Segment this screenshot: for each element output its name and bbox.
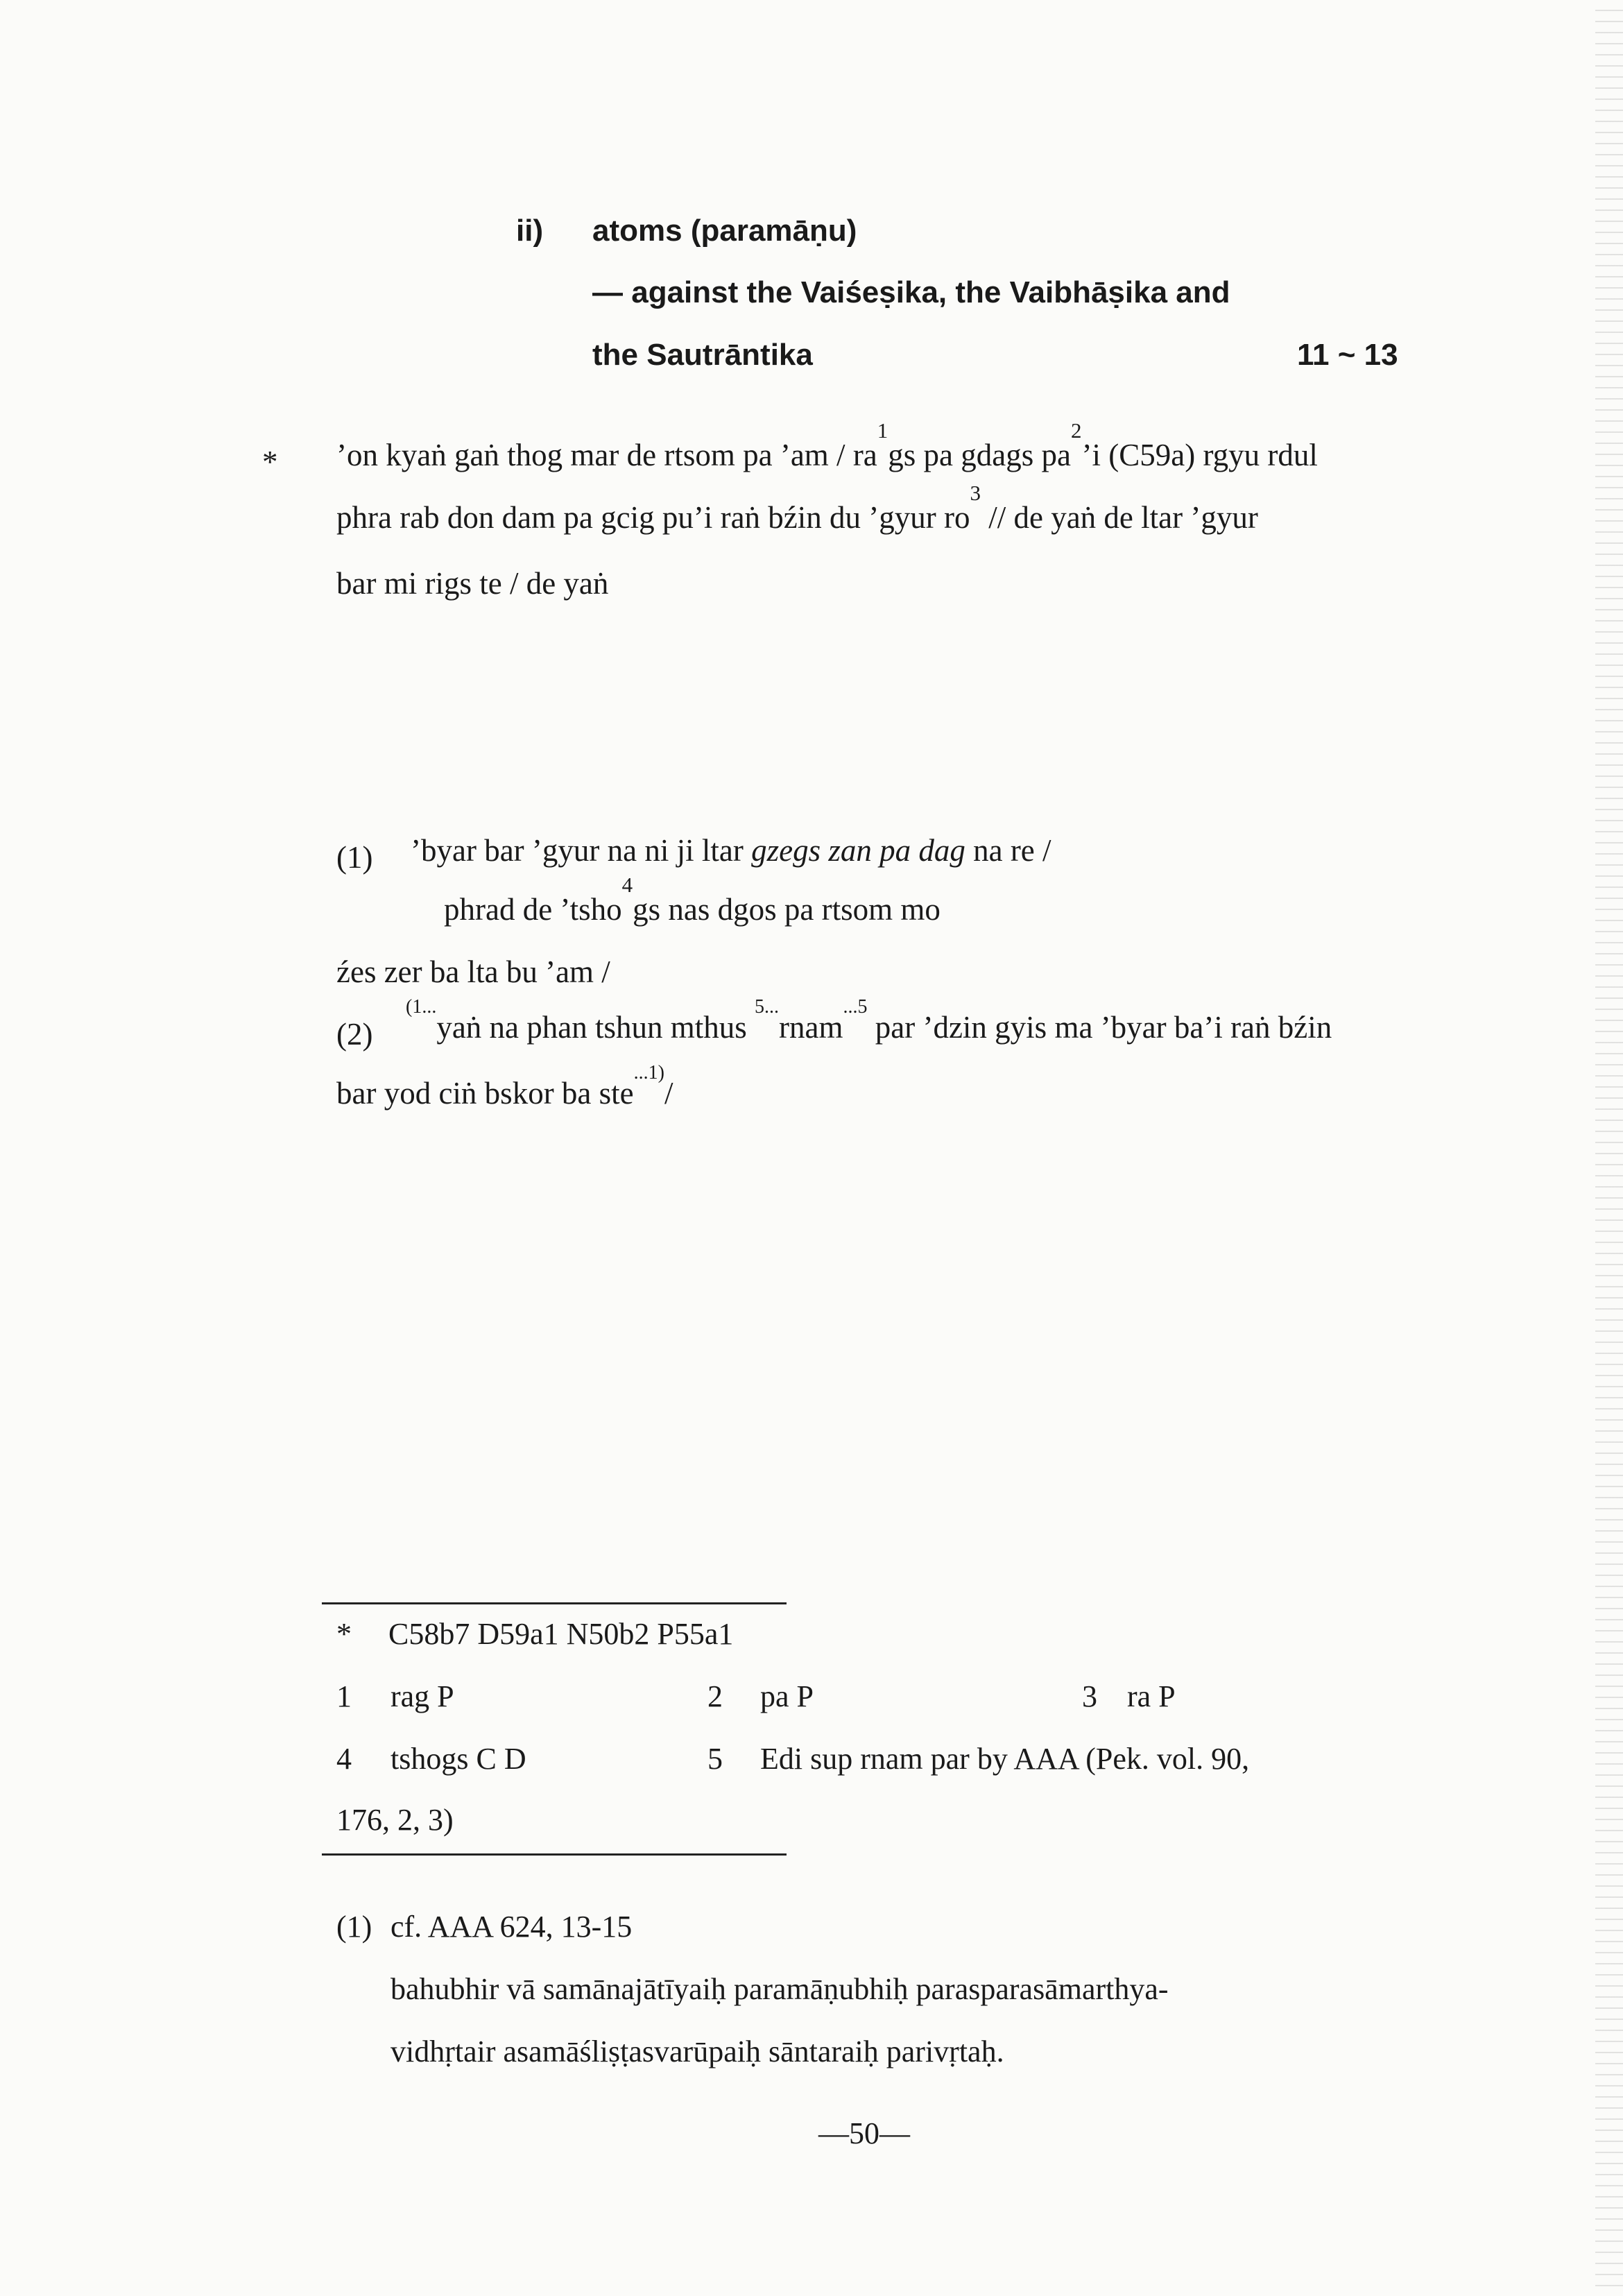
text-span: /: [664, 1076, 673, 1111]
footnote-variant: tshogs C D: [390, 1742, 526, 1776]
footnote-sigla: C58b7 D59a1 N50b2 P55a1: [388, 1617, 734, 1651]
italic-text: gzegs zan pa dag: [751, 833, 965, 868]
footnote-number: 2: [707, 1679, 723, 1713]
text-span: ’on kyaṅ gaṅ thog mar de rtsom pa ’am /: [336, 438, 853, 472]
text-span: ho: [590, 892, 622, 927]
note-close-marker: ...1): [633, 1062, 664, 1083]
footnote-number: 1: [336, 1679, 352, 1713]
text-span: gs nas dgos pa rtsom mo: [633, 892, 941, 927]
quote-line-1: [411, 832, 1051, 868]
variant-marker: 4: [621, 873, 633, 897]
variant-marker: 1: [877, 418, 888, 443]
tibetan-line-1: [336, 418, 1318, 473]
footnote-variant: pa P: [760, 1679, 814, 1713]
text-span: phrad de ’ts: [444, 892, 591, 927]
sanskrit-line-2: vidhṛtair asamāśliṣṭasvarūpaiḥ sāntaraiḥ parivṛtaḥ.: [390, 2034, 1004, 2068]
text-span: ste: [599, 1076, 634, 1111]
text-span: par: [867, 1010, 923, 1045]
text-span: ’dzin gyis ma ’byar ba’i raṅ bźin: [922, 1010, 1332, 1045]
text-span: ra: [852, 438, 877, 472]
text-span: rnam: [779, 1010, 843, 1045]
text-span: bar yod ciṅ bskor ba: [336, 1076, 599, 1111]
variant-close-marker: ...5: [843, 996, 868, 1018]
section-subtitle-line1: — against the Vaiśeṣika, the Vaibhāṣika and: [592, 275, 1230, 309]
footnote-variant: rag P: [390, 1679, 454, 1713]
quote-line-2: [444, 873, 941, 927]
tibetan-line-2: [336, 481, 1258, 536]
footnote-number: 5: [707, 1742, 723, 1776]
quote-number-1: (1): [336, 840, 373, 875]
note-reference: cf. AAA 624, 13-15: [390, 1910, 633, 1944]
asterisk-marker: *: [262, 445, 278, 479]
text-span: ’i (C59a) rgyu rdul: [1081, 438, 1318, 472]
footnote-rule-top: [322, 1602, 787, 1604]
quote-line-3: źes zer ba lta bu ’am /: [336, 954, 610, 989]
variant-open-marker: 5...: [755, 996, 780, 1018]
footnote-variant-cont: 176, 2, 3): [336, 1803, 454, 1837]
sanskrit-line-1: bahubhir vā samānajātīyaiḥ paramāṇubhiḥ parasparasāmarthya-: [390, 1972, 1169, 2006]
variant-marker: 2: [1071, 418, 1082, 443]
footnote-number: 4: [336, 1742, 352, 1776]
page-number: —50—: [818, 2116, 910, 2150]
text-span: ’byar bar ’gyur na ni ji ltar: [411, 833, 752, 868]
text-span: pa: [1041, 438, 1071, 472]
footnote-star: *: [336, 1617, 352, 1651]
section-title: atoms (paramāṇu): [592, 214, 857, 248]
footnote-variant: ra P: [1127, 1679, 1176, 1713]
quote-number-2: (2): [336, 1017, 373, 1052]
text-span: yaṅ na phan tshun mthus: [436, 1010, 755, 1045]
note-open-marker: (1...: [406, 996, 437, 1018]
section-number: ii): [516, 214, 544, 248]
tibetan-line-3: bar mi rigs te / de yaṅ: [336, 566, 609, 601]
text-span: phra rab don dam pa gcig pu’i raṅ bźin du ’gyur: [336, 500, 944, 535]
quote-line-5: [336, 1062, 673, 1111]
variant-marker: 3: [970, 481, 981, 505]
note-number: (1): [336, 1910, 372, 1944]
verse-range: 11 ~ 13: [1297, 338, 1398, 372]
scan-edge-noise: [1595, 0, 1623, 2296]
text-span: // de yaṅ de ltar ’gyur: [980, 500, 1258, 535]
text-span: gs pa gdags: [888, 438, 1042, 472]
footnote-variant: Edi sup rnam par by AAA (Pek. vol. 90,: [760, 1742, 1250, 1776]
footnote-rule-bottom: [322, 1853, 787, 1856]
section-subtitle-line2: the Sautrāntika: [592, 338, 813, 372]
quote-line-4: [406, 996, 1332, 1045]
text-span: na re /: [965, 833, 1051, 868]
footnote-number: 3: [1082, 1679, 1097, 1713]
text-span: ro: [943, 500, 970, 535]
